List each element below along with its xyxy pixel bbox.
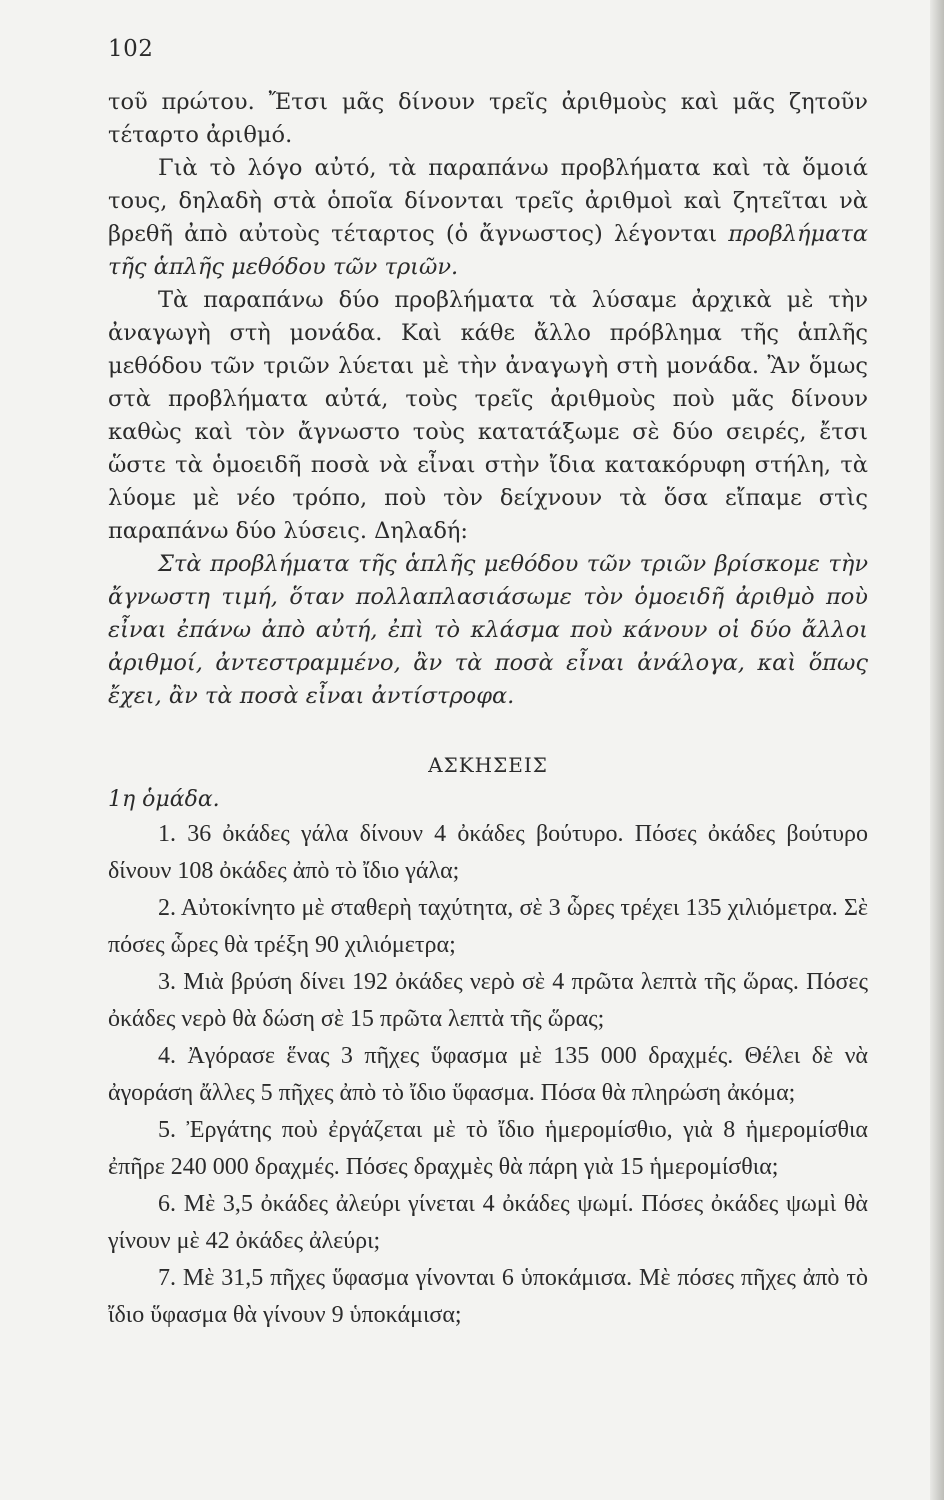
document-page bbox=[108, 36, 868, 1334]
exercise-item: 7. Μὲ 31,5 πῆχες ὕφασμα γίνονται 6 ὑποκάμισα. Μὲ πόσες πῆχες ἀπὸ τὸ ἴδιο ὕφασμα θὰ γίνουν 9 ὑποκάμισα; bbox=[108, 1265, 868, 1328]
page-number: 102 bbox=[108, 36, 154, 62]
exercise-item: 5. Ἐργάτης ποὺ ἐργάζεται μὲ τὸ ἴδιο ἡμερομίσθιο, γιὰ 8 ἡμερομίσθια ἐπῆρε 240 000 δραχμές. Πόσες δραχμὲς θὰ πάρη γιὰ 15 ἡμερομίσθια; bbox=[108, 1117, 868, 1180]
section-heading-exercises: ΑΣΚΗΣΕΙΣ bbox=[428, 753, 548, 777]
exercise-item: 6. Μὲ 3,5 ὀκάδες ἀλεύρι γίνεται 4 ὀκάδες ψωμί. Πόσες ὀκάδες ψωμὶ θὰ γίνουν μὲ 42 ὀκάδες ἀλεύρι; bbox=[108, 1191, 868, 1254]
definition-term: προβλήματα τῆς ἁπλῆς μεθόδου τῶν τριῶν. bbox=[108, 221, 868, 280]
exercise-item: 4. Ἀγόρασε ἕνας 3 πῆχες ὕφασμα μὲ 135 000 δραχμές. Θέλει δὲ νὰ ἀγοράση ἄλλες 5 πῆχες ἀπὸ τὸ ἴδιο ὕφασμα. Πόσα θὰ πληρώση ἀκόμα; bbox=[108, 1043, 868, 1106]
paragraph-intro: τοῦ πρώτου. Ἔτσι μᾶς δίνουν τρεῖς ἀριθμοὺς καὶ μᾶς ζητοῦν τέταρτο ἀριθμό. bbox=[108, 89, 868, 148]
exercise-group-title: 1η ὁμάδα. bbox=[108, 787, 220, 812]
exercise-item: 2. Αὐτοκίνητο μὲ σταθερὴ ταχύτητα, σὲ 3 ὧρες τρέχει 135 χιλιόμετρα. Σὲ πόσες ὧρες θὰ τρέξη 90 χιλιόμετρα; bbox=[108, 895, 868, 958]
paragraph-reduction-method: Τὰ παραπάνω δύο προβλήματα τὰ λύσαμε ἀρχικὰ μὲ τὴν ἀναγωγὴ στὴ μονάδα. Καὶ κάθε ἄλλο πρόβλημα τῆς ἁπλῆς μεθόδου τῶν τριῶν λύεται μὲ τὴν ἀναγωγὴ στὴ μονάδα. Ἂν ὅμως στὰ προβλήματα αὐτά, τοὺς τρεῖς ἀριθμοὺς ποὺ μᾶς δίνουν καθὼς καὶ τὸν ἄγνωστο τοὺς κατατάξωμε σὲ δύο σειρές, ἔτσι ὥστε τὰ ὁμοειδῆ ποσὰ νὰ εἶναι στὴν ἴδια κατακόρυφη στήλη, τὰ λύομε μὲ νέο τρόπο, ποὺ τὸν δείχνουν τὰ ὅσα εἴπαμε στὶς παραπάνω δύο λύσεις. Δηλαδή: bbox=[108, 287, 868, 544]
page-edge-shadow bbox=[930, 0, 944, 1500]
exercise-list bbox=[108, 816, 868, 1334]
exercise-item: 3. Μιὰ βρύση δίνει 192 ὀκάδες νερὸ σὲ 4 πρῶτα λεπτὰ τῆς ὥρας. Πόσες ὀκάδες νερὸ θὰ δώση σὲ 15 πρῶτα λεπτὰ τῆς ὥρας; bbox=[108, 969, 868, 1032]
paragraph-rule: Στὰ προβλήματα τῆς ἁπλῆς μεθόδου τῶν τριῶν βρίσκομε τὴν ἄγνωστη τιμή, ὅταν πολλαπλασιάσωμε τὸν ὁμοειδῆ ἀριθμὸ ποὺ εἶναι ἐπάνω ἀπὸ αὐτή, ἐπὶ τὸ κλάσμα ποὺ κάνουν οἱ δύο ἄλλοι ἀριθμοί, ἀντεστραμμένο, ἂν τὰ ποσὰ εἶναι ἀνάλογα, καὶ ὅπως ἔχει, ἂν τὰ ποσὰ εἶναι ἀντίστροφα. bbox=[108, 551, 868, 709]
paragraph-definition-text: Γιὰ τὸ λόγο αὐτό, τὰ παραπάνω προβλήματα καὶ τὰ ὅμοιά τους, δηλαδὴ στὰ ὁποῖα δίνονται τρεῖς ἀριθμοὶ καὶ ζητεῖται νὰ βρεθῆ ἀπὸ αὐτοὺς τέταρτος (ὁ ἄγνωστος) λέγονται bbox=[108, 155, 868, 247]
paragraph-definition bbox=[108, 152, 868, 284]
exercise-item: 1. 36 ὀκάδες γάλα δίνουν 4 ὀκάδες βούτυρο. Πόσες ὀκάδες βούτυρο δίνουν 108 ὀκάδες ἀπὸ τὸ ἴδιο γάλα; bbox=[108, 821, 868, 884]
